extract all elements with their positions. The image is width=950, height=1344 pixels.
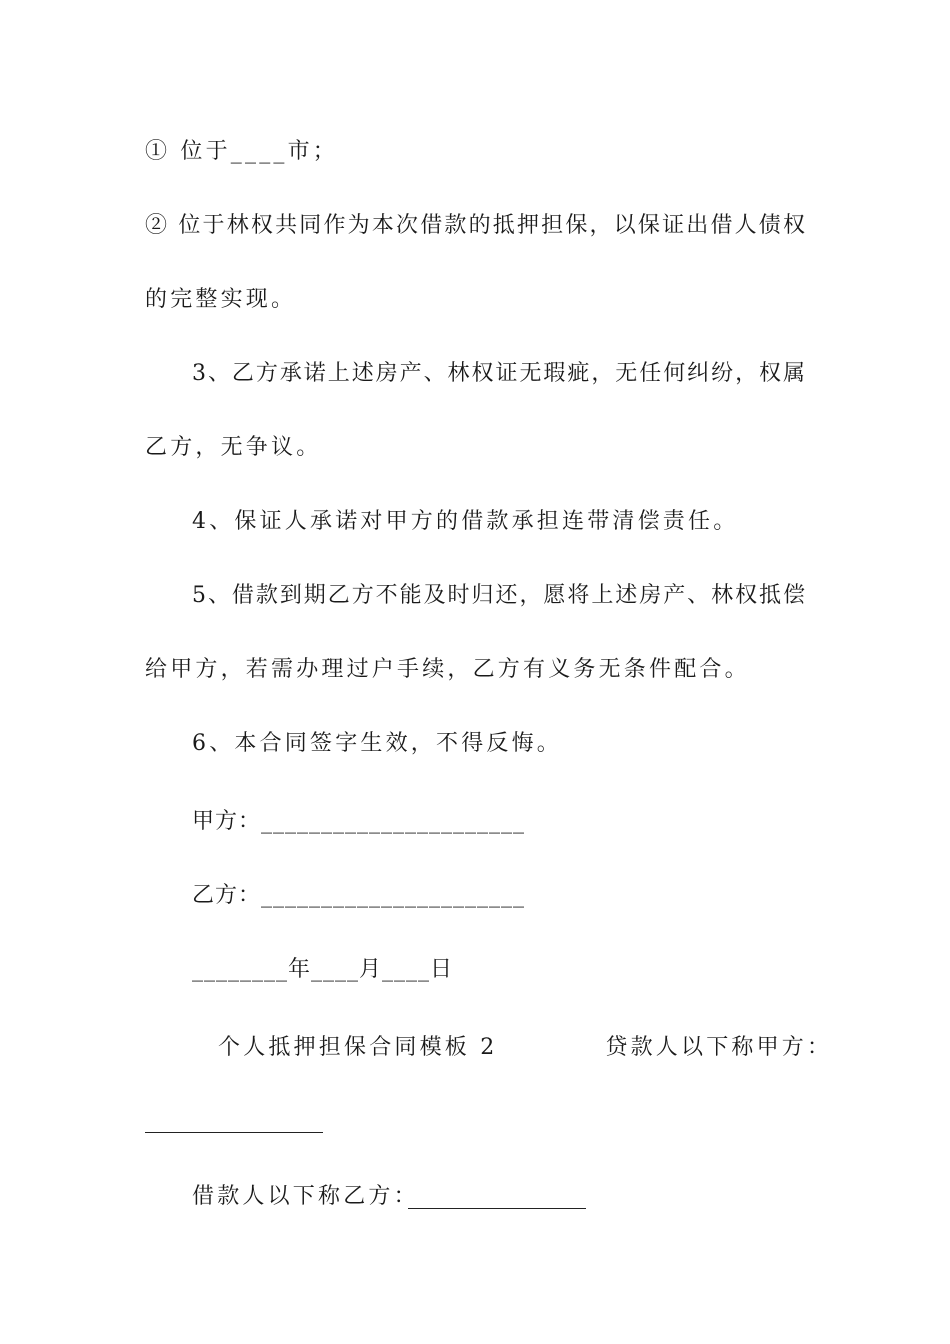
clause-3: 3、乙方承诺上述房产、林权证无瑕疵，无任何纠纷，权属 xyxy=(192,361,805,386)
clause-item-2: ② 位于林权共同作为本次借款的抵押担保，以保证出借人债权 xyxy=(145,213,805,238)
signature-date: ________年____月____日 xyxy=(192,957,454,982)
signature-party-a: 甲方：______________________ xyxy=(192,809,526,834)
lender-blank-rule xyxy=(145,1132,323,1133)
template2-title: 个人抵押担保合同模板 2 xyxy=(218,1035,498,1060)
borrower-label: 借款人以下称乙方： xyxy=(192,1184,419,1209)
borrower-blank-rule xyxy=(408,1208,586,1209)
clause-4: 4、保证人承诺对甲方的借款承担连带清偿责任。 xyxy=(192,509,739,534)
clause-3-continued: 乙方，无争议。 xyxy=(145,435,322,460)
clause-5-continued: 给甲方，若需办理过户手续，乙方有义务无条件配合。 xyxy=(145,657,750,682)
clause-5: 5、借款到期乙方不能及时归还，愿将上述房产、林权抵偿 xyxy=(192,583,805,608)
signature-party-b: 乙方：______________________ xyxy=(192,883,526,908)
clause-item-2-continued: 的完整实现。 xyxy=(145,287,297,312)
clause-item-1: ① 位于____市； xyxy=(145,139,338,164)
clause-6: 6、本合同签字生效，不得反悔。 xyxy=(192,731,562,756)
lender-label: 贷款人以下称甲方： xyxy=(605,1035,833,1060)
template2-header-line xyxy=(218,1033,833,1063)
